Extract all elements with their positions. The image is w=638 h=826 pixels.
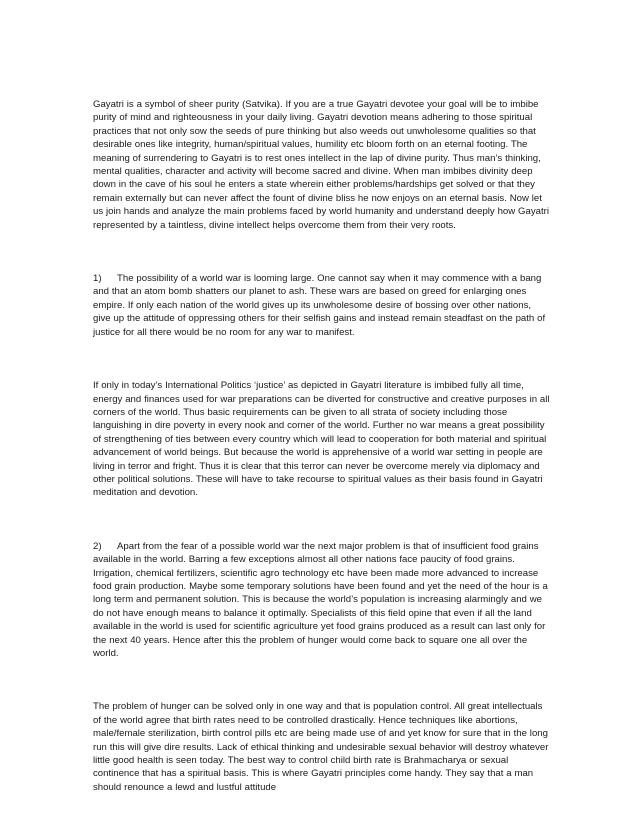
paragraph-text: Gayatri is a symbol of sheer purity (Satvika). If you are a true Gayatri devotee your goal will be to imbibe purity of mind and righteousness in your daily living. Gayatri devotion means adhering to those spiritual practices that not only sow the seeds of pure thinking but also weeds out unwholesome qualities so that desirable ones like integrity, human/spiritual values, humility etc bloom forth on an eternal footing. The meaning of surrendering to Gayatri is to rest ones intellect in the lap of divine purity. Thus man’s thinking, mental qualities, character and activity will become sacred and divine. When man imbibes divinity deep down in the cave of his soul he enters a state wherein either problems/hardships get solved or that they remain externally but can never affect the fount of divine bliss he now enjoys on an eternal basis. Now let us join hands and analyze the main problems faced by world humanity and understand deeply how Gayatri represented by a taintless, divine intellect helps overcome them from their very roots. xyxy=(93,99,549,231)
paragraph-text: Apart from the fear of a possible world war the next major problem is that of insufficient food grains available in the world. Barring a few exceptions almost all other nations face paucity of food grains. Irrigation, chemical fertilizers, scientific agro technology etc have been made more advanced to increase food grain production. Maybe some temporary solutions have been found and yet the need of the hour is a long term and permanent solution. This is because the world’s population is increasing alarmingly and we do not have enough means to balance it optimally. Specialists of this field opine that even if all the land available in the world is used for scientific agriculture yet food grains produced as a result can last only for the next 40 years. Hence after this the problem of hunger would come back to square one all over the world. xyxy=(93,540,548,659)
paragraph-number: 2) xyxy=(93,540,102,552)
paragraph-number: 1) xyxy=(93,273,102,285)
paragraph-world-war xyxy=(93,272,551,339)
document-page xyxy=(93,98,551,794)
paragraph-text: The possibility of a world war is looming large. One cannot say when it may commence with a bang and that an atom bomb shatters our planet to ash. These wars are based on greed for enlarging ones empire. If only each nation of the world gives up its unwholesome desire of bossing over other nations, give up the attitude of oppressing others for their selfish gains and instead remain steadfast on the path of justice for all there would be no room for any war to manifest. xyxy=(93,273,546,338)
paragraph-text: If only in today’s International Politics ‘justice’ as depicted in Gayatri literature is imbibed fully all time, energy and finances used for war preparations can be diverted for constructive and creative purposes in all corners of the world. Thus basic requirements can be given to all strata of society including those languishing in dire poverty in every nook and corner of the world. Further no war means a great possibility of strengthening of ties between every country which will lead to cooperation for both material and spiritual advancement of world beings. But because the world is apprehensive of a world war setting in people are living in terror and fright. Thus it is clear that this terror can never be overcome merely via diplomacy and other political solutions. These will have to take recourse to spiritual values as their basis found in Gayatri meditation and devotion. xyxy=(93,380,550,499)
paragraph-food-grains xyxy=(93,540,551,661)
paragraph-text: The problem of hunger can be solved only in one way and that is population control. All great intellectuals of the world agree that birth rates need to be controlled drastically. Hence techniques like abortions, male/female sterilization, birth control pills etc are being made use of and yet know for sure that in the long run this will give dire results. Lack of ethical thinking and undesirable sexual behavior will destroy whatever little good health is seen today. The best way to control child birth rate is Brahmacharya or sexual continence that has a spiritual basis. This is where Gayatri principles come handy. They say that a man should renounce a lewd and lustful attitude xyxy=(93,701,549,793)
paragraph-population-control xyxy=(93,700,551,794)
paragraph-international-politics xyxy=(93,379,551,500)
paragraph-intro xyxy=(93,98,551,232)
